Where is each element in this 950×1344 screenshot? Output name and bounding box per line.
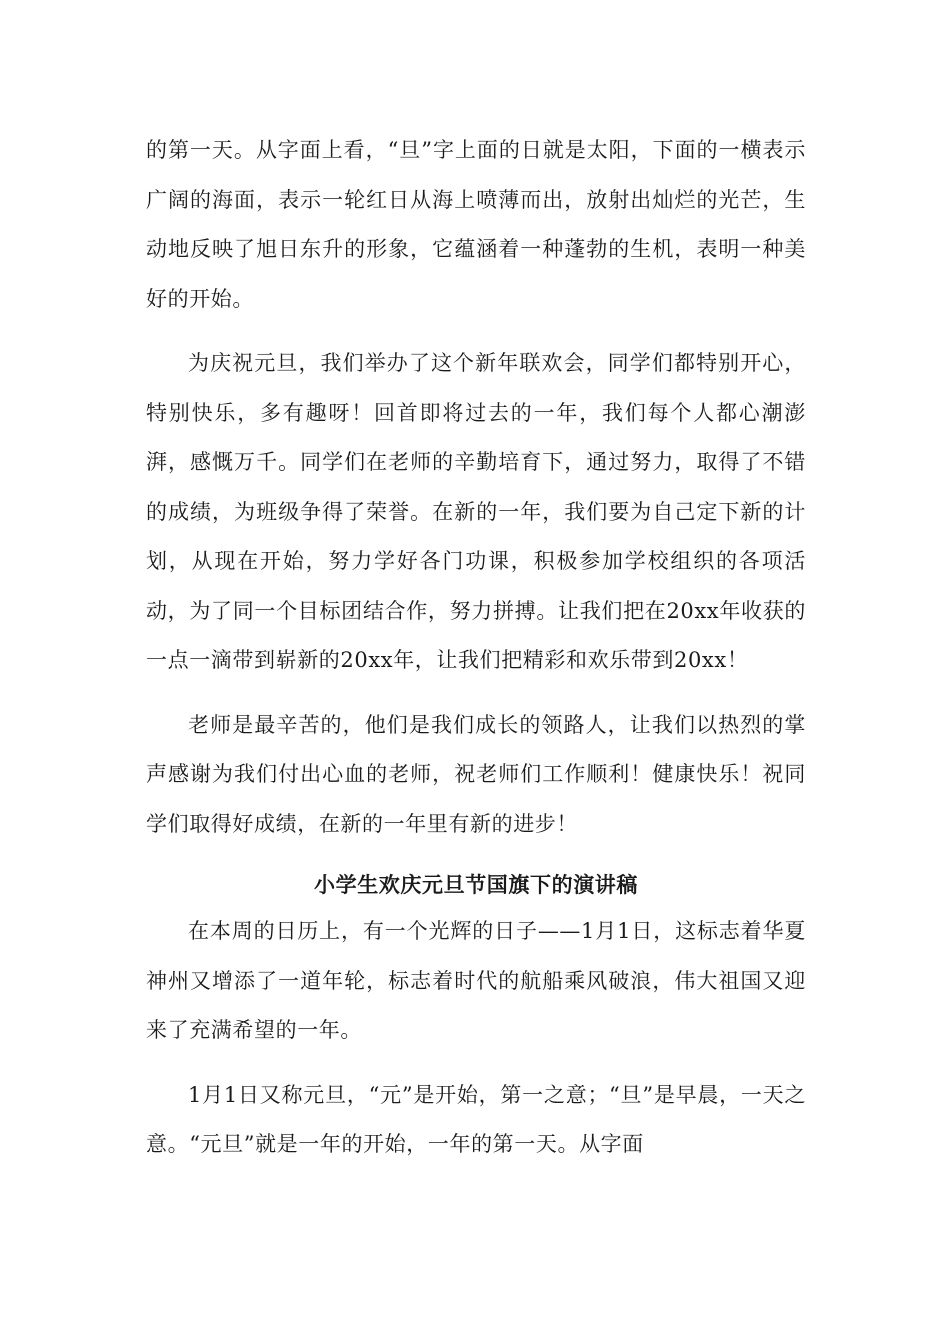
paragraph-calendar: 在本周的日历上，有一个光辉的日子——1月1日，这标志着华夏神州又增添了一道年轮，标志着时代的航船乘风破浪，伟大祖国又迎来了充满希望的一年。 [146, 919, 806, 1042]
paragraph-new-year-meaning: 1月1日又称元旦，“元”是开始，第一之意；“旦”是早晨，一天之意。“元旦”就是一年的开始，一年的第一天。从字面 [146, 1082, 806, 1156]
paragraph-teachers: 老师是最辛苦的，他们是我们成长的领路人，让我们以热烈的掌声感谢为我们付出心血的老师，祝老师们工作顺利！健康快乐！祝同学们取得好成绩，在新的一年里有新的进步！ [146, 712, 806, 836]
document-body [146, 126, 806, 1170]
paragraph-celebration: 为庆祝元旦，我们举办了这个新年联欢会，同学们都特别开心，特别快乐，多有趣呀！回首即将过去的一年，我们每个人都心潮澎湃，感慨万千。同学们在老师的辛勤培育下，通过努力，取得了不错的成绩，为班级争得了荣誉。在新的一年，我们要为自己定下新的计划，从现在开始，努力学好各门功课，积极参加学校组织的各项活动，为了同一个目标团结合作，努力拼搏。让我们把在20xx年收获的一点一滴带到崭新的20xx年，让我们把精彩和欢乐带到20xx！ [146, 351, 806, 672]
section-title: 小学生欢庆元旦节国旗下的演讲稿 [314, 872, 638, 897]
paragraph-continuation: 的第一天。从字面上看，“旦”字上面的日就是太阳，下面的一横表示广阔的海面，表示一轮红日从海上喷薄而出，放射出灿烂的光芒，生动地反映了旭日东升的形象，它蕴涵着一种蓬勃的生机，表明一种美好的开始。 [146, 138, 806, 311]
